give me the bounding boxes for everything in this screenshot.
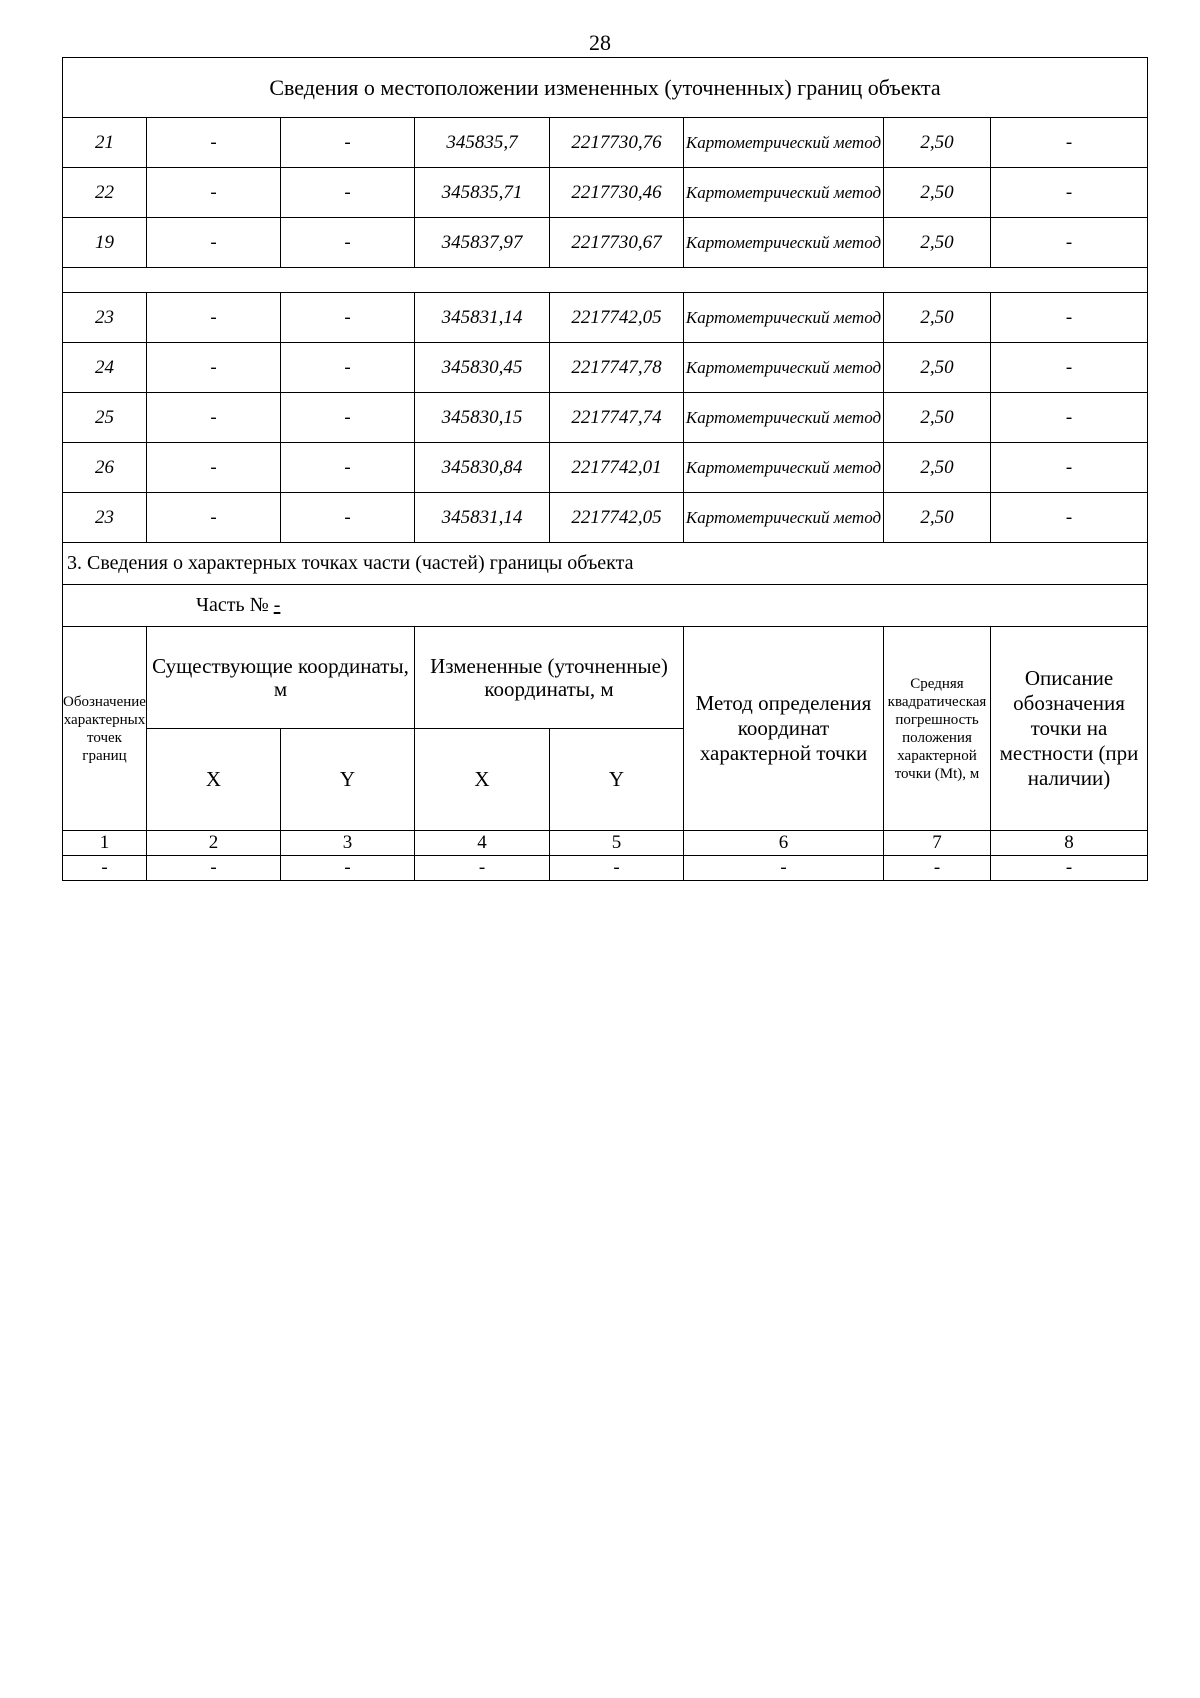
description-cell: - <box>991 168 1148 218</box>
changed-y-cell: 2217742,05 <box>550 493 684 543</box>
section-3-title: 3. Сведения о характерных точках части (частей) границы объекта <box>63 543 1148 585</box>
description-cell: - <box>991 218 1148 268</box>
method-cell: Картометрический метод <box>684 218 884 268</box>
header-existing-y: Y <box>281 729 415 831</box>
table-row <box>63 118 1148 168</box>
description-cell: - <box>991 293 1148 343</box>
existing-x-cell: - <box>147 218 281 268</box>
header-existing-coords: Существующие координаты, м <box>147 627 415 729</box>
column-number-row <box>63 831 1148 856</box>
column-number-cell: 6 <box>684 831 884 856</box>
method-cell: Картометрический метод <box>684 443 884 493</box>
empty-cell: - <box>550 856 684 881</box>
empty-cell: - <box>684 856 884 881</box>
mean-error-cell: 2,50 <box>884 343 991 393</box>
empty-cell: - <box>63 856 147 881</box>
table-row <box>63 343 1148 393</box>
mean-error-cell: 2,50 <box>884 118 991 168</box>
mean-error-cell: 2,50 <box>884 443 991 493</box>
empty-cell: - <box>281 856 415 881</box>
changed-y-cell: 2217730,76 <box>550 118 684 168</box>
description-cell: - <box>991 493 1148 543</box>
changed-x-cell: 345830,15 <box>415 393 550 443</box>
changed-x-cell: 345831,14 <box>415 493 550 543</box>
existing-y-cell: - <box>281 168 415 218</box>
changed-y-cell: 2217747,78 <box>550 343 684 393</box>
empty-cell: - <box>884 856 991 881</box>
point-number-cell: 23 <box>63 493 147 543</box>
existing-y-cell: - <box>281 493 415 543</box>
method-cell: Картометрический метод <box>684 393 884 443</box>
point-number-cell: 21 <box>63 118 147 168</box>
empty-cell: - <box>991 856 1148 881</box>
table-row <box>63 293 1148 343</box>
existing-y-cell: - <box>281 293 415 343</box>
changed-y-cell: 2217730,46 <box>550 168 684 218</box>
changed-y-cell: 2217742,05 <box>550 293 684 343</box>
existing-y-cell: - <box>281 118 415 168</box>
column-number-cell: 5 <box>550 831 684 856</box>
part-label: Часть № <box>196 594 269 616</box>
table-title: Сведения о местоположении измененных (уточненных) границ объекта <box>63 58 1148 118</box>
changed-y-cell: 2217742,01 <box>550 443 684 493</box>
method-cell: Картометрический метод <box>684 293 884 343</box>
separator-row <box>63 268 1148 293</box>
separator-cell <box>63 268 1148 293</box>
part-number: - <box>273 594 281 616</box>
header-changed-coords: Измененные (уточненные) координаты, м <box>415 627 684 729</box>
changed-x-cell: 345830,84 <box>415 443 550 493</box>
boundary-table <box>62 57 1148 881</box>
existing-x-cell: - <box>147 168 281 218</box>
header-method: Метод определения координат характерной точки <box>684 627 884 831</box>
point-number-cell: 22 <box>63 168 147 218</box>
table-row <box>63 218 1148 268</box>
header-mean-error: Средняя квадратическая погрешность положения характерной точки (Mt), м <box>884 627 991 831</box>
column-number-cell: 8 <box>991 831 1148 856</box>
existing-x-cell: - <box>147 493 281 543</box>
changed-y-cell: 2217747,74 <box>550 393 684 443</box>
header-changed-y: Y <box>550 729 684 831</box>
existing-x-cell: - <box>147 343 281 393</box>
changed-x-cell: 345837,97 <box>415 218 550 268</box>
changed-x-cell: 345835,7 <box>415 118 550 168</box>
column-number-cell: 3 <box>281 831 415 856</box>
changed-y-cell: 2217730,67 <box>550 218 684 268</box>
point-number-cell: 26 <box>63 443 147 493</box>
existing-y-cell: - <box>281 218 415 268</box>
table-row <box>63 443 1148 493</box>
existing-x-cell: - <box>147 443 281 493</box>
empty-data-row <box>63 856 1148 881</box>
mean-error-cell: 2,50 <box>884 393 991 443</box>
existing-y-cell: - <box>281 443 415 493</box>
existing-y-cell: - <box>281 393 415 443</box>
description-cell: - <box>991 118 1148 168</box>
page-number: 28 <box>589 30 611 55</box>
description-cell: - <box>991 393 1148 443</box>
method-cell: Картометрический метод <box>684 168 884 218</box>
header-existing-x: X <box>147 729 281 831</box>
changed-x-cell: 345830,45 <box>415 343 550 393</box>
point-number-cell: 24 <box>63 343 147 393</box>
point-number-cell: 19 <box>63 218 147 268</box>
existing-x-cell: - <box>147 293 281 343</box>
method-cell: Картометрический метод <box>684 118 884 168</box>
description-cell: - <box>991 443 1148 493</box>
existing-x-cell: - <box>147 118 281 168</box>
column-number-cell: 1 <box>63 831 147 856</box>
empty-cell: - <box>147 856 281 881</box>
header-description: Описание обозначения точки на местности (при наличии) <box>991 627 1148 831</box>
table-row <box>63 168 1148 218</box>
point-number-cell: 23 <box>63 293 147 343</box>
mean-error-cell: 2,50 <box>884 293 991 343</box>
header-changed-x: X <box>415 729 550 831</box>
empty-cell: - <box>415 856 550 881</box>
column-number-cell: 2 <box>147 831 281 856</box>
description-cell: - <box>991 343 1148 393</box>
mean-error-cell: 2,50 <box>884 168 991 218</box>
mean-error-cell: 2,50 <box>884 218 991 268</box>
method-cell: Картометрический метод <box>684 493 884 543</box>
existing-x-cell: - <box>147 393 281 443</box>
table-row <box>63 393 1148 443</box>
method-cell: Картометрический метод <box>684 343 884 393</box>
point-number-cell: 25 <box>63 393 147 443</box>
existing-y-cell: - <box>281 343 415 393</box>
changed-x-cell: 345835,71 <box>415 168 550 218</box>
part-row <box>63 585 1148 627</box>
changed-x-cell: 345831,14 <box>415 293 550 343</box>
column-number-cell: 7 <box>884 831 991 856</box>
header-point-designation: Обозначение характерных точек границ <box>63 627 147 831</box>
mean-error-cell: 2,50 <box>884 493 991 543</box>
column-number-cell: 4 <box>415 831 550 856</box>
table-row <box>63 493 1148 543</box>
